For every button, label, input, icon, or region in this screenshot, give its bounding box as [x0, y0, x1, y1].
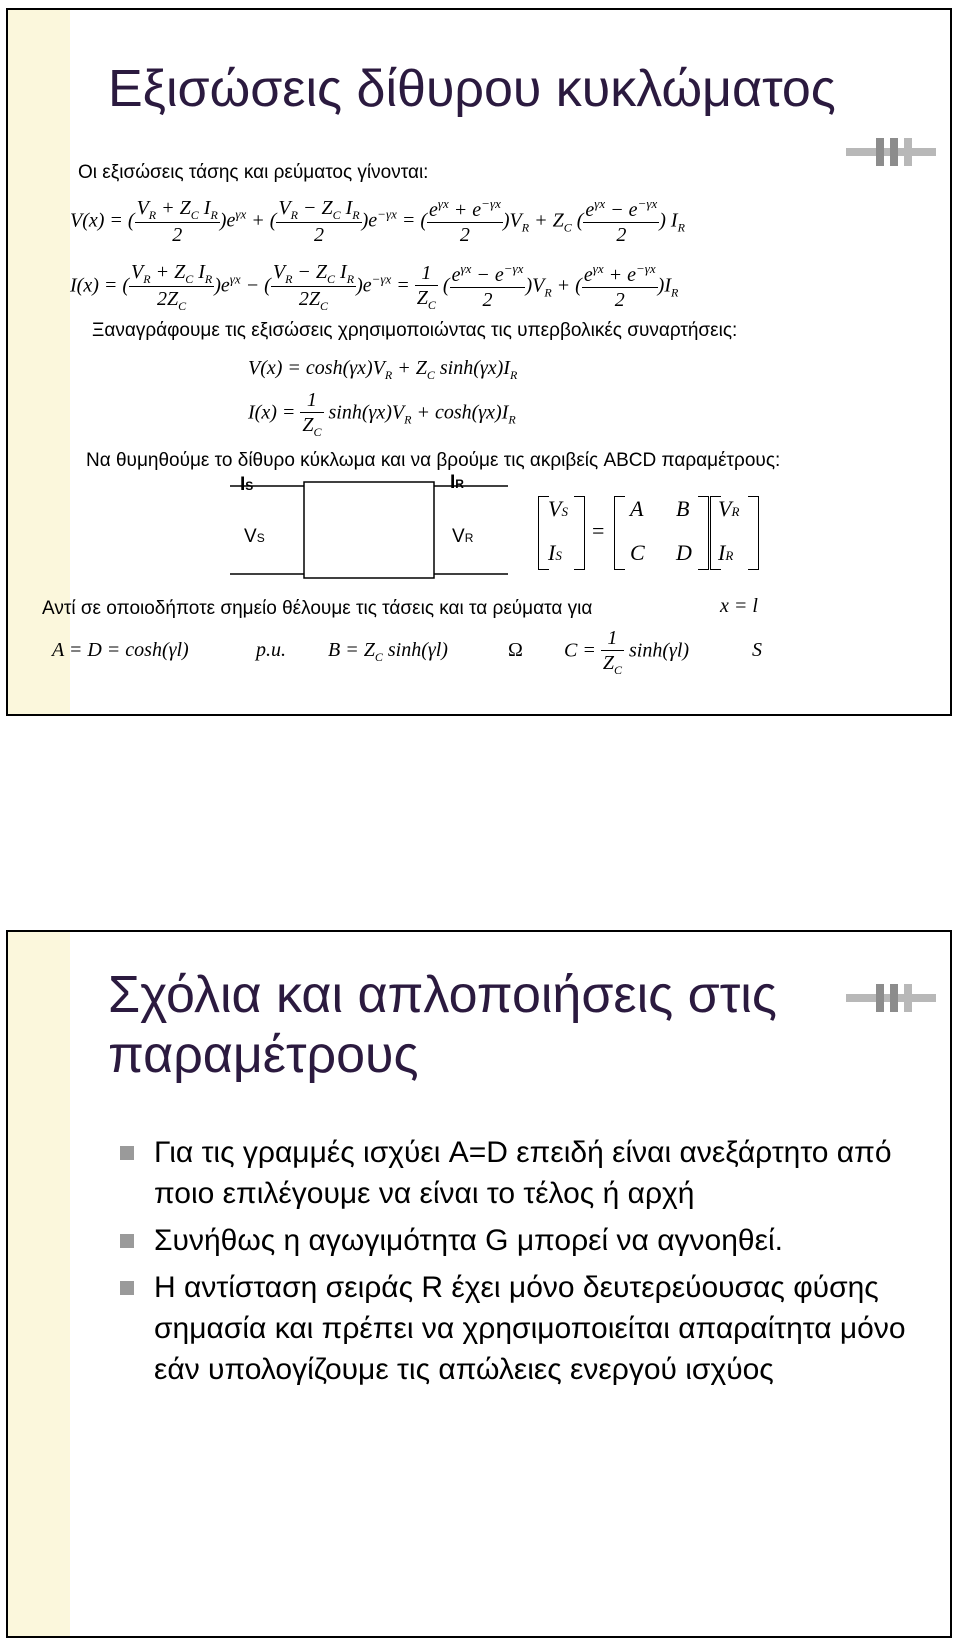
slide-title: Εξισώσεις δίθυρου κυκλώματος: [108, 60, 836, 118]
decor-square: [904, 138, 912, 166]
hyperbolic-current-equation: I(x) = $\frac{1}{Z_C}$ $\sinh(\gamma x)V_R + \cosh(\gamma x)I_R$: [248, 389, 516, 439]
bullet-square-icon: [120, 1281, 134, 1295]
param-c: C = $\frac{1}{Z_C}$ sinh(γl): [564, 627, 690, 677]
unit-s: S: [752, 639, 762, 661]
current-equation: I(x) = ( $\frac{V_R + Z_C I_R}{2Z_C}$ )$e^{\gamma x}$ − ( $\frac{V_R - Z_C I_R}{2Z_C}$ )$e^{-\gamma x}$ = $\frac{1}{Z_C}$ ( $\frac{e^{\gamma x} - e^{-\gamma x}}{2}$ )$V_R$ + ( $\frac{e^{\gamma x} + e^{-\gamma x}}{2}$ )$I_R$: [70, 261, 679, 314]
instead-text: Αντί σε οποιοδήποτε σημείο θέλουμε τις τάσεις και τα ρεύματα για: [42, 598, 593, 619]
decor-square: [876, 984, 884, 1012]
decor-square: [890, 138, 898, 166]
vs-label: VS: [244, 526, 265, 547]
decor-square: [876, 138, 884, 166]
slide-2: [6, 930, 952, 1638]
ir-label: IR: [450, 472, 464, 493]
bullet-square-icon: [120, 1234, 134, 1248]
list-item: Συνήθως η αγωγιμότητα G μπορεί να αγνοηθεί.: [116, 1220, 936, 1261]
intro-text: Οι εξισώσεις τάσης και ρεύματος γίνονται:: [78, 162, 429, 183]
decor-square: [904, 984, 912, 1012]
unit-ohm: Ω: [508, 639, 523, 661]
list-item: Για τις γραμμές ισχύει A=D επειδή είναι ανεξάρτητο από ποιο επιλέγουμε να είναι το τέλος ή αρχή: [116, 1132, 936, 1214]
rewrite-text: Ξαναγράφουμε τις εξισώσεις χρησιμοποιώντας τις υπερβολικές συναρτήσεις:: [92, 320, 738, 341]
param-b: $B = Z_C$ sinh(γl): [328, 639, 448, 664]
vr-label: VR: [452, 526, 474, 547]
remember-text: Να θυμηθούμε το δίθυρο κύκλωμα και να βρούμε τις ακριβείς ABCD παραμέτρους:: [86, 450, 781, 471]
hyperbolic-voltage-equation: $V(x) = \cosh(\gamma x)V_R + Z_C$ $\sinh(\gamma x)I_R$: [248, 357, 518, 382]
voltage-equation: V(x) = ( $\frac{V_R + Z_C I_R}{2}$ )$e^{\gamma x}$ + ( $\frac{V_R - Z_C I_R}{2}$ )$e^{-\gamma x}$ = ( $\frac{e^{\gamma x} + e^{-\gamma x}}{2}$ )$V_R + Z_C$ ( $\frac{e^{\gamma x} - e^{-\gamma x}}{2}$ ) $I_R$: [70, 196, 685, 247]
slide-accent-bar: [8, 932, 70, 1636]
two-port-box: [304, 482, 434, 578]
slide-1: Εξισώσεις δίθυρου κυκλώματος Οι εξισώσεις τάσης και ρεύματος γίνονται: V(x) = ( $\frac{V_R + Z_C I_R}{2}$ )$e^{\gamma x}$ + ( $\frac{V_R - Z_C I_R}{2}$ )$e^{-\gamma x}$ = ( $\frac{e^{\gamma x} + e^{-\gamma x}}{2}$ )$V_R + Z_C$ ( $\frac{e^{\gamma x} - e^{-\gamma x}}{2}$ ) $I_R$ I(x) = ( $\frac{V_R + Z_C I_R}{2Z_C}$ )$e^{\gamma x}$ − ( $\frac{V_R - Z_C I_R}{2Z_C}$ )$e^{-\gamma x}$ = $\frac{1}{Z_C}$ ( $\frac{e^{\gamma x} - e^{-\gamma x}}{2}$ )$V_R$ + ( $\frac{e^{\gamma x} + e^{-\gamma x}}{2}$ )$I_R$ Ξαναγράφουμε τις εξισώσεις χρησιμοποιώντας τις υπερβολικές συναρτήσεις: $V(x) = \cosh(\gamma x)V_R + Z_C$ $\sinh(\gamma x)I_R$ I(x) = $\frac{1}{Z_C}$ $\sinh(\gamma x)V_R + \cosh(\gamma x)I_R$ Να θυμηθούμε το δίθυρο κύκλωμα και να βρούμε τις ακριβείς ABCD παραμέτρους: IS IR VS VR VS IS = A B C D VR IR Αντί σε οποιοδήποτε σημείο θέλουμε τις τάσεις και τα ρεύματα για x = l A = D = cosh(γl) p.u. $B = Z_C$ sinh(γl) Ω C = $\frac{1}{Z_C}$ sinh(γl) S: [6, 8, 952, 716]
bullet-list: [116, 1132, 936, 1396]
bullet-square-icon: [120, 1146, 134, 1160]
list-item: Η αντίσταση σειράς R έχει μόνο δευτερεύουσας φύσης σημασία και πρέπει να χρησιμοποιείται απαραίτητα μόνο εάν υπολογίζουμε τις απώλειες ενεργού ισχύος: [116, 1267, 936, 1390]
x-equals-l: x = l: [720, 595, 758, 617]
is-label: IS: [240, 474, 254, 495]
decor-square: [890, 984, 898, 1012]
unit-pu: p.u.: [256, 639, 286, 661]
slide-title: Σχόλια και απλοποιήσεις στις παραμέτρους: [108, 966, 777, 1084]
param-a-d: A = D = cosh(γl): [52, 639, 189, 661]
